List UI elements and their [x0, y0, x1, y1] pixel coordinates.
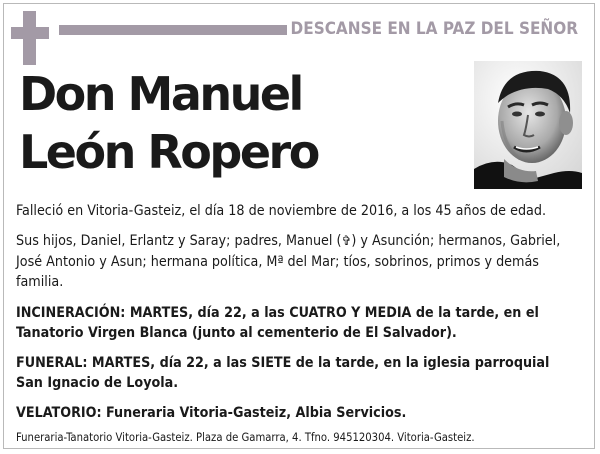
wake-paragraph: VELATORIO: Funeraria Vitoria-Gasteiz, Albia Servicios. [16, 405, 407, 421]
portrait-icon [474, 61, 582, 189]
name-line-1: Don Manuel [19, 67, 302, 121]
incineration-paragraph: INCINERACIÓN: MARTES, día 22, a las CUATRO Y MEDIA de la tarde, en el Tanatorio Virgen Blanca (junto al cementerio de El Salvador). [16, 305, 539, 341]
family-paragraph [16, 231, 580, 292]
obituary-notice [3, 3, 595, 449]
family-text-start: Sus hijos, Daniel, Erlantz y Saray; padres, Manuel ( [16, 233, 342, 249]
funeral-paragraph: FUNERAL: MARTES, día 22, a las SIETE de la tarde, en la iglesia parroquial San Ignacio de Loyola. [16, 355, 550, 391]
name-line-2: León Ropero [19, 125, 318, 179]
header-title: DESCANSE EN LA PAZ DEL SEÑOR [290, 19, 578, 39]
header-divider [59, 25, 287, 35]
family-text-end: ) y Asunción; hermanos, Gabriel, José Antonio y Asun; hermana política, Mª del Mar; tíos, sobrinos, primos y demás familia. [16, 233, 561, 290]
cross-icon [11, 11, 49, 65]
portrait-photo [474, 61, 582, 189]
footer-funeral-home: Funeraria-Tanatorio Vitoria-Gasteiz. Plaza de Gamarra, 4. Tfno. 945120304. Vitoria-Gasteiz. [16, 431, 475, 444]
deceased-cross-icon: ✞ [341, 234, 352, 249]
deceased-name [19, 65, 318, 181]
death-paragraph: Falleció en Vitoria-Gasteiz, el día 18 de noviembre de 2016, a los 45 años de edad. [16, 203, 547, 219]
